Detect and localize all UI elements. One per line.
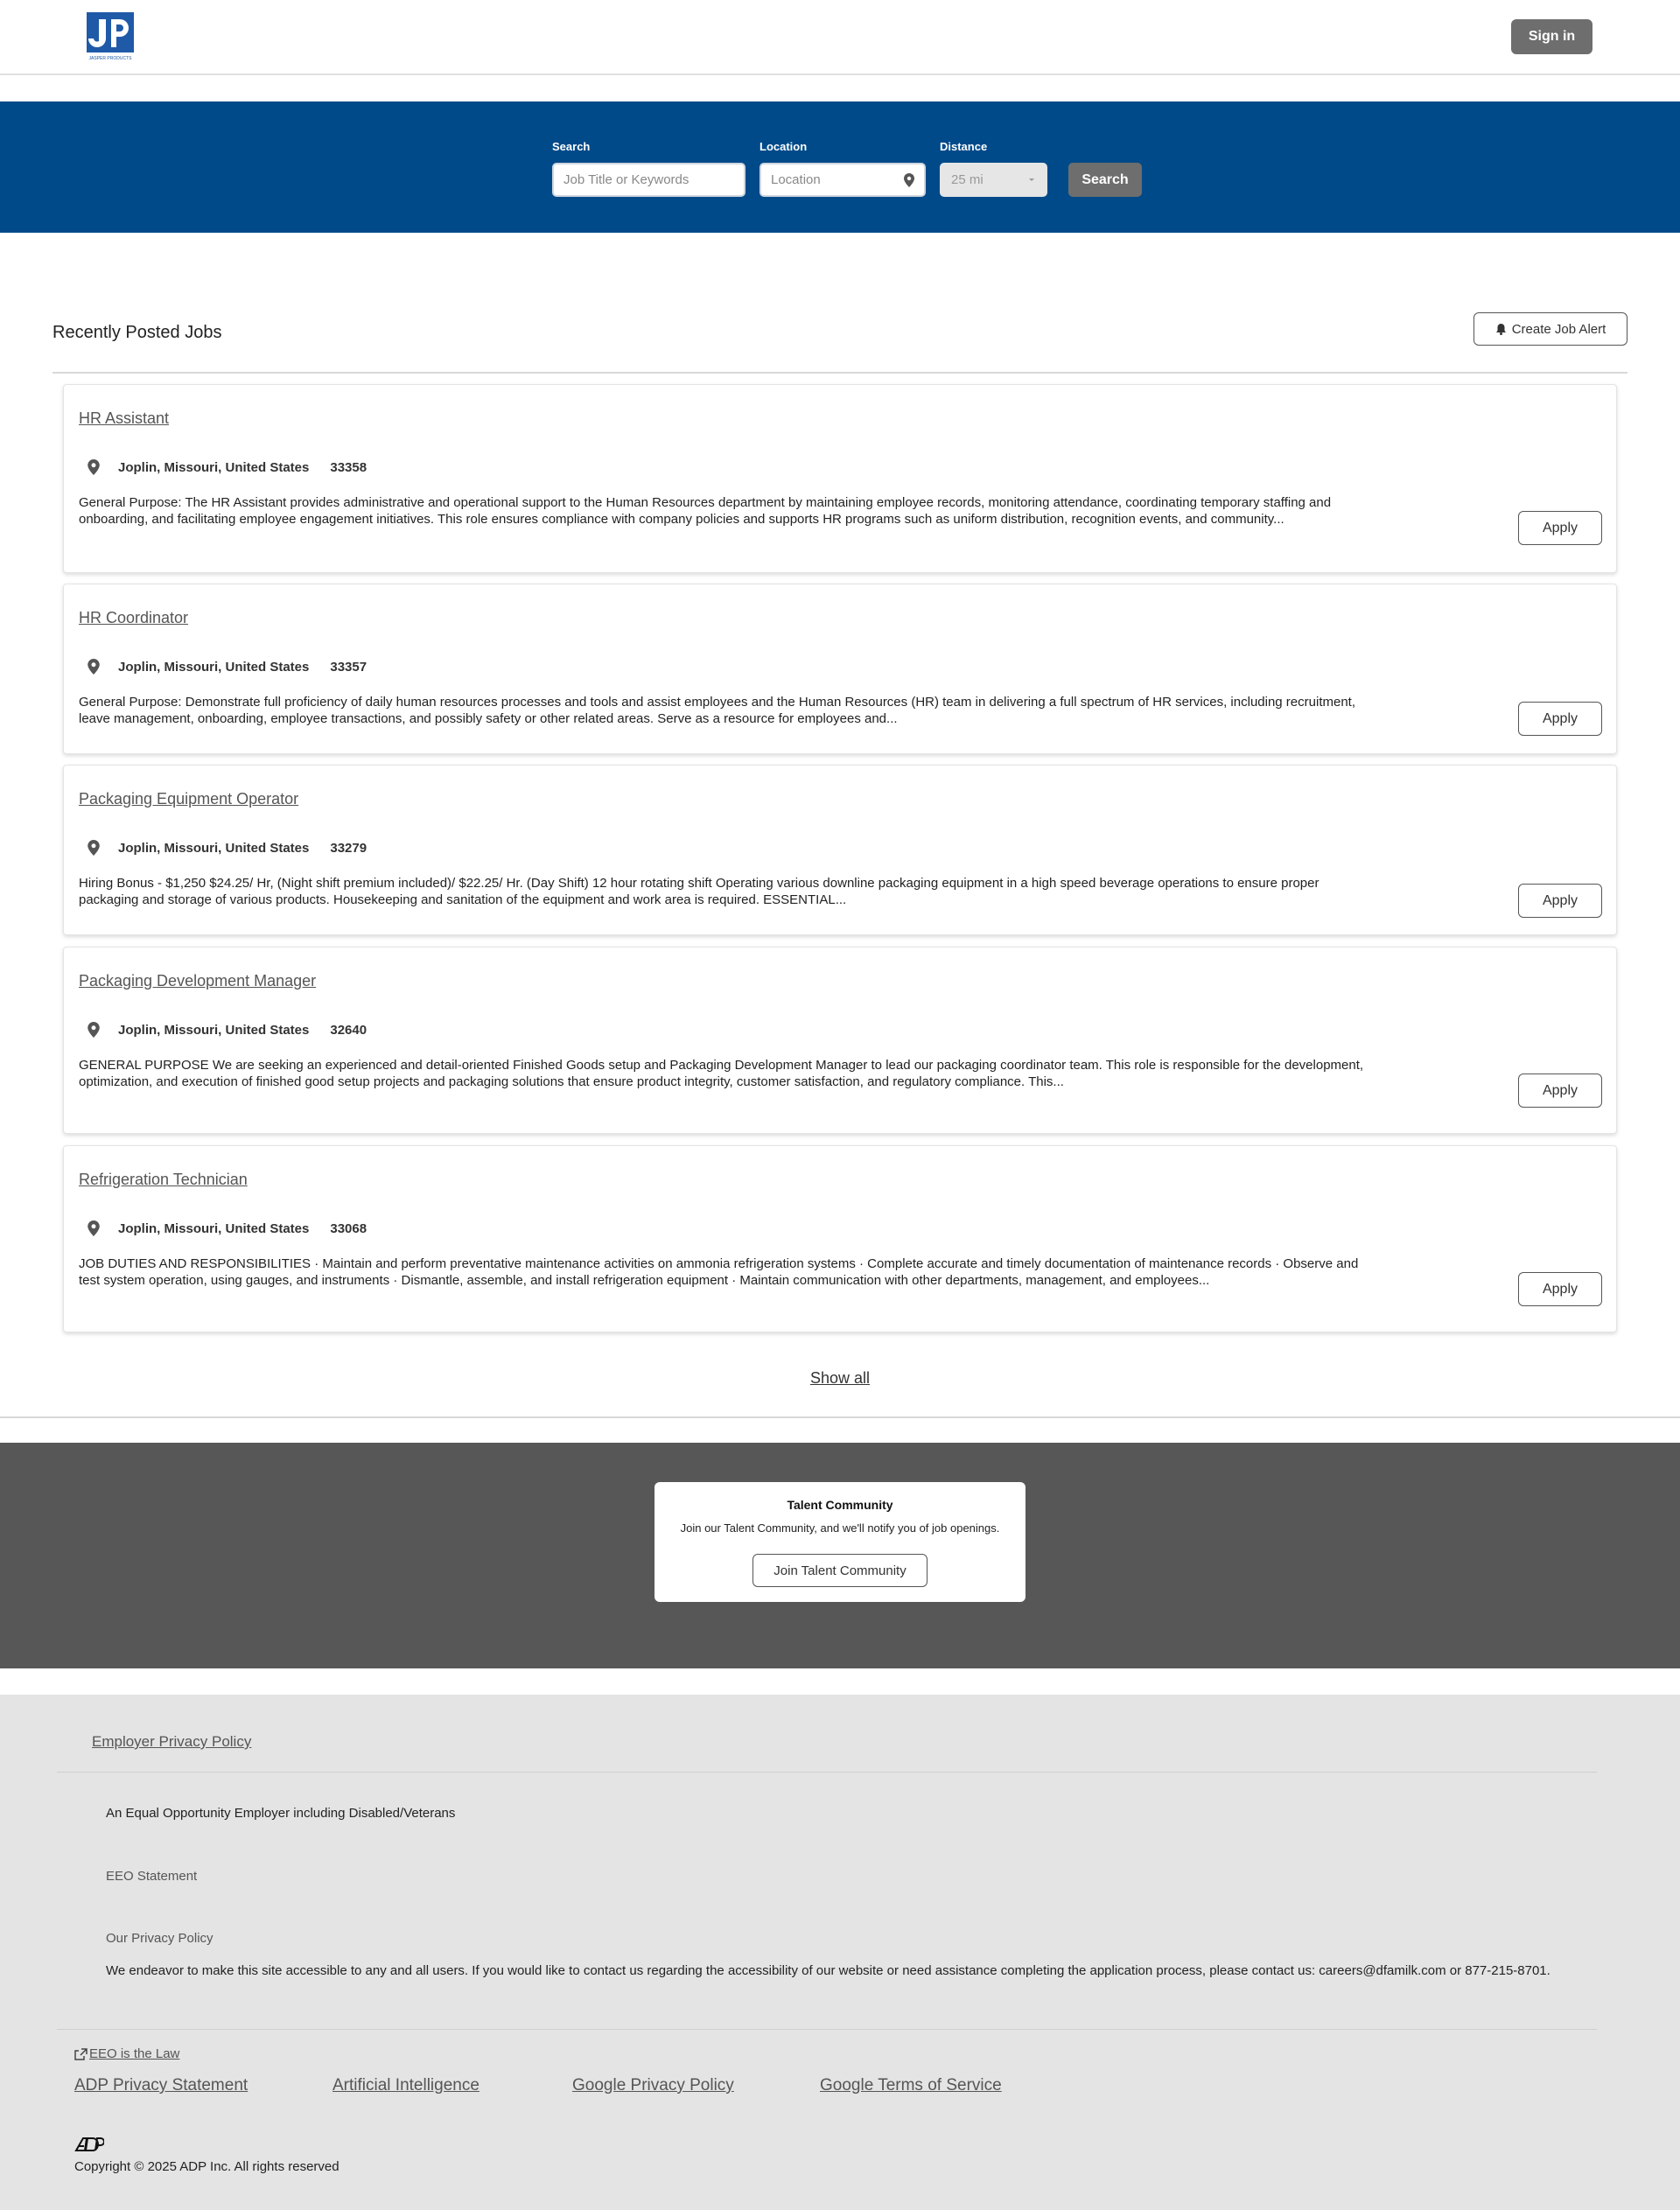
job-description: Hiring Bonus - $1,250 $24.25/ Hr, (Night shift premium included)/ $22.25/ Hr. (Day Shift) 12 hour rotating shift Operating various downline packaging equipment in a high speed beverage operations to ensure proper packaging and storage of various products. Housekeeping and sanitation of the equipment and work area is required. ESSENTIAL...	[79, 876, 1320, 907]
talent-card	[654, 1482, 1026, 1602]
map-pin-icon	[88, 1022, 100, 1038]
job-title-link[interactable]: HR Assistant	[79, 409, 170, 427]
our-privacy-link[interactable]: Our Privacy Policy	[106, 1931, 214, 1946]
job-location: Joplin, Missouri, United States	[118, 1022, 310, 1038]
footer-divider	[57, 2029, 1597, 2030]
job-req-id: 32640	[330, 1022, 368, 1038]
apply-button[interactable]: Apply	[1518, 511, 1602, 545]
google-terms-link[interactable]: Google Terms of Service	[820, 2076, 1002, 2095]
job-req-id: 33358	[330, 459, 368, 475]
job-location: Joplin, Missouri, United States	[118, 1220, 310, 1236]
job-meta	[88, 840, 367, 856]
footer-divider	[0, 1416, 1680, 1418]
job-req-id: 33068	[330, 1220, 368, 1236]
distance-label: Distance	[940, 140, 988, 153]
job-description: GENERAL PURPOSE We are seeking an experienced and detail-oriented Finished Goods setup and Packaging Development Manager to lead our packaging coordinator team. This role is responsible for the development, optimization, and execution of finished good setup projects and packaging solutions that ensure product integrity, customer satisfaction, and regulatory compliance. This...	[79, 1058, 1364, 1089]
job-meta	[88, 459, 367, 475]
distance-value: 25 mi	[951, 172, 984, 187]
job-description: General Purpose: The HR Assistant provides administrative and operational support to the Human Resources department by maintaining employee records, monitoring attendance, coordinating temporary staffing and onboarding, and facilitating employee engagement initiatives. This role ensures compliance with company policies and supports HR programs such as uniform distribution, recognition events, and community...	[79, 495, 1332, 527]
distance-select[interactable]	[940, 163, 1047, 197]
apply-button[interactable]: Apply	[1518, 1074, 1602, 1108]
job-title-link[interactable]: Refrigeration Technician	[79, 1171, 248, 1188]
copyright-text: Copyright © 2025 ADP Inc. All rights reserved	[74, 2159, 340, 2174]
eeo-statement-link[interactable]: EEO Statement	[106, 1869, 198, 1884]
job-location: Joplin, Missouri, United States	[118, 840, 310, 856]
job-title-link[interactable]: HR Coordinator	[79, 609, 189, 626]
location-input[interactable]	[760, 163, 926, 197]
search-label: Search	[552, 140, 591, 153]
job-meta	[88, 1022, 367, 1038]
job-meta	[88, 1220, 367, 1236]
logo-subtext: JASPER PRODUCTS	[88, 56, 132, 61]
map-pin-icon	[88, 659, 100, 675]
job-description: General Purpose: Demonstrate full proficiency of daily human resources processes and tools and assist employees and the Human Resources (HR) team in delivering a full spectrum of HR services, including recruitment, leave management, onboarding, employee transactions, and possibly safety or other related areas. Serve as a resource for employees and...	[79, 695, 1355, 726]
map-pin-icon	[904, 173, 914, 187]
create-job-alert-label: Create Job Alert	[1511, 321, 1606, 337]
caret-down-icon	[1027, 178, 1036, 183]
talent-text: Join our Talent Community, and we'll notify you of job openings.	[680, 1521, 1000, 1535]
job-card	[63, 384, 1617, 573]
job-card	[63, 765, 1617, 935]
job-card	[63, 584, 1617, 754]
talent-title: Talent Community	[787, 1498, 893, 1512]
adp-privacy-link[interactable]: ADP Privacy Statement	[74, 2076, 248, 2095]
job-meta	[88, 659, 367, 675]
search-input[interactable]	[552, 163, 746, 197]
eeo-law-link[interactable]	[74, 2046, 179, 2061]
jobs-divider	[52, 372, 1628, 374]
section-title: Recently Posted Jobs	[52, 323, 222, 342]
eeo-employer-text: An Equal Opportunity Employer including Disabled/Veterans	[106, 1806, 456, 1821]
bell-icon	[1495, 323, 1507, 335]
show-all-link[interactable]: Show all	[809, 1369, 871, 1387]
job-card	[63, 947, 1617, 1134]
employer-privacy-link[interactable]: Employer Privacy Policy	[92, 1733, 252, 1750]
job-req-id: 33357	[330, 659, 368, 675]
join-talent-community-button[interactable]: Join Talent Community	[752, 1554, 928, 1587]
accessibility-text: We endeavor to make this site accessible to any and all users. If you would like to contact us regarding the accessibility of our website or need assistance completing the application process, please contact us: careers@dfamilk.com or 877-215-8701.	[106, 1963, 1550, 1978]
sign-in-button[interactable]: Sign in	[1511, 19, 1592, 54]
site-footer	[0, 1695, 1680, 2210]
create-job-alert-button[interactable]	[1474, 312, 1628, 346]
location-label: Location	[760, 140, 808, 153]
talent-band	[0, 1443, 1680, 1668]
job-card	[63, 1145, 1617, 1332]
job-location: Joplin, Missouri, United States	[118, 459, 310, 475]
search-band	[0, 101, 1680, 233]
job-description: JOB DUTIES AND RESPONSIBILITIES · Maintain and perform preventative maintenance activities on ammonia refrigeration systems · Complete accurate and timely documentation of maintenance records · Observe and test system operation, using gauges, and instruments · Dismantle, assemble, and install refrigeration equipment · Maintain communication with other departments, management, and employees...	[79, 1256, 1359, 1288]
search-placeholder: Job Title or Keywords	[564, 172, 690, 187]
job-title-link[interactable]: Packaging Development Manager	[79, 972, 317, 990]
apply-button[interactable]: Apply	[1518, 1272, 1602, 1306]
footer-divider	[57, 1772, 1597, 1773]
map-pin-icon	[88, 1220, 100, 1236]
google-privacy-link[interactable]: Google Privacy Policy	[572, 2076, 734, 2095]
map-pin-icon	[88, 840, 100, 856]
eeo-law-label: EEO is the Law	[89, 2046, 180, 2061]
apply-button[interactable]: Apply	[1518, 702, 1602, 736]
job-req-id: 33279	[330, 840, 368, 856]
external-link-icon	[74, 2048, 88, 2060]
site-header	[0, 0, 1680, 75]
location-placeholder: Location	[771, 172, 821, 187]
ai-link[interactable]: Artificial Intelligence	[332, 2076, 480, 2095]
map-pin-icon	[88, 459, 100, 475]
search-button[interactable]: Search	[1068, 163, 1142, 197]
apply-button[interactable]: Apply	[1518, 884, 1602, 918]
adp-logo	[74, 2137, 104, 2152]
job-title-link[interactable]: Packaging Equipment Operator	[79, 790, 299, 808]
jp-logo[interactable]	[87, 12, 134, 61]
job-location: Joplin, Missouri, United States	[118, 659, 310, 675]
